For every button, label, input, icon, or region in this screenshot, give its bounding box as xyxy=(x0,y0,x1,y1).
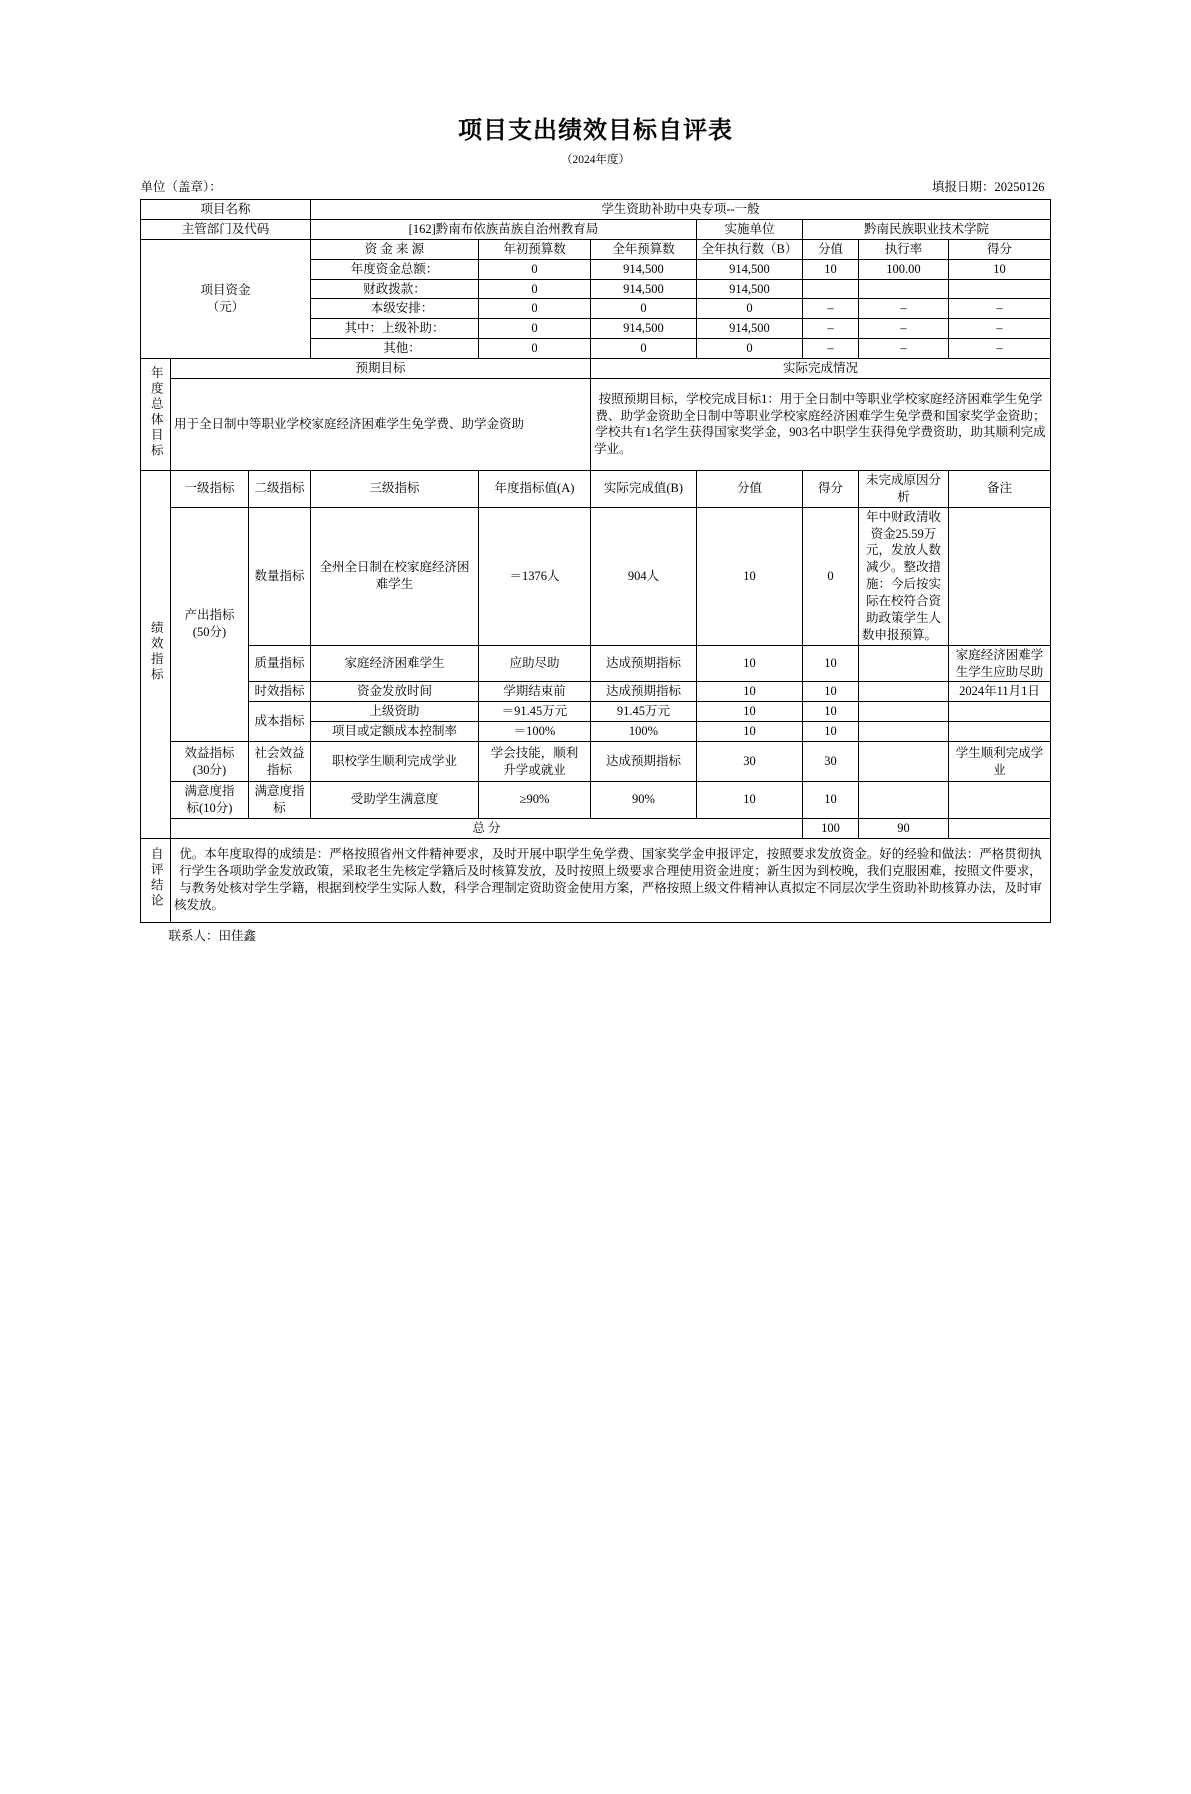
perf-score-val: 10 xyxy=(696,682,802,702)
perf-actual: 达成预期指标 xyxy=(590,645,696,682)
project-name-label: 项目名称 xyxy=(140,200,310,220)
perf-level1-output-line1: 产出指标 xyxy=(184,608,235,623)
perf-level1-output xyxy=(170,507,248,741)
perf-score: 10 xyxy=(802,782,858,819)
perf-target-benefit-line1: 学会技能，顺利 xyxy=(490,745,579,760)
perf-level2: 数量指标 xyxy=(248,507,310,645)
fill-date-label: 填报日期：20250126 xyxy=(931,180,1045,194)
perf-score-val: 10 xyxy=(696,702,802,722)
dept-code-label: 主管部门及代码 xyxy=(140,219,310,239)
funds-begin: 0 xyxy=(478,319,590,339)
perf-reason xyxy=(858,645,948,682)
project-name-value: 学生资助补助中央专项--一般 xyxy=(310,200,1050,220)
conclusion-row-label xyxy=(140,838,170,922)
funds-begin: 0 xyxy=(478,279,590,299)
document-page xyxy=(0,110,1191,1794)
conclusion-text: 优。本年度取得的成绩是：严格按照省州文件精神要求，及时开展中职学生免学费、国家奖学金申报评定，按照要求发放资金。好的经验和做法：严格贯彻执行学生各项助学金发放政策，采取老生先核定学籍后及时核算发放，及时按照上级要求合理使用资金进度；新生因为到校晚，我们克服困难，按照文件要求，与教务处核对学生学籍，根据到校学生实际人数，科学合理制定资助资金使用方案，严格按照上级文件精神认真拟定不同层次学生资助补助核算办法，及时审核发放。 xyxy=(170,838,1050,922)
perf-level1-benefit-line1: 效益指标 xyxy=(184,745,235,760)
perf-level3: 家庭经济困难学生 xyxy=(310,645,478,682)
funds-col-year-budget: 全年预算数 xyxy=(590,239,696,259)
total-score: 90 xyxy=(858,818,948,838)
perf-level1-benefit-line2: (30分) xyxy=(192,762,227,777)
funds-score-val: – xyxy=(802,299,858,319)
perf-level2-satisfaction-line1: 满意度指 xyxy=(254,784,305,798)
table-row-annual-goal-header xyxy=(140,359,1050,379)
perf-reason xyxy=(858,722,948,742)
funds-score-val: – xyxy=(802,319,858,339)
perf-target: ＝1376人 xyxy=(478,507,590,645)
perf-target: ＝91.45万元 xyxy=(478,702,590,722)
page-subtitle: （2024年度） xyxy=(561,154,630,166)
funds-year-budget: 0 xyxy=(590,339,696,359)
table-row-output-4 xyxy=(140,702,1050,722)
perf-level3: 上级资助 xyxy=(310,702,478,722)
perf-level3: 受助学生满意度 xyxy=(310,782,478,819)
funds-exec: 914,500 xyxy=(696,279,802,299)
funds-score: – xyxy=(948,339,1050,359)
unit-seal-label: 单位（盖章）： xyxy=(140,180,222,194)
perf-remark: 学生顺利完成学业 xyxy=(948,742,1050,782)
perf-col-score-val: 分值 xyxy=(696,470,802,507)
perf-level3: 职校学生顺利完成学业 xyxy=(310,742,478,782)
perf-col-level3: 三级指标 xyxy=(310,470,478,507)
document-meta xyxy=(141,177,1051,195)
total-reason-empty xyxy=(948,818,1050,838)
performance-row-label xyxy=(140,470,170,838)
table-row-output-1 xyxy=(140,507,1050,645)
funds-year-budget: 914,500 xyxy=(590,259,696,279)
perf-level1-benefit xyxy=(170,742,248,782)
perf-reason xyxy=(858,742,948,782)
perf-level1-satisfaction xyxy=(170,782,248,819)
perf-level1-output-line2: (50分) xyxy=(192,625,227,640)
funds-source: 其中：上级补助： xyxy=(310,319,478,339)
annual-goal-actual-header: 实际完成情况 xyxy=(590,359,1050,379)
perf-target-benefit-line2: 升学或就业 xyxy=(503,762,566,777)
table-row-conclusion xyxy=(140,838,1050,922)
perf-level3: 全州全日制在校家庭经济困难学生 xyxy=(310,507,478,645)
table-row-annual-goal-body xyxy=(140,378,1050,470)
perf-reason xyxy=(858,782,948,819)
annual-goal-expected-text: 用于全日制中等职业学校家庭经济困难学生免学费、助学金资助 xyxy=(170,378,590,470)
perf-actual: 91.45万元 xyxy=(590,702,696,722)
perf-level2-benefit-line1: 社会效益 xyxy=(254,745,305,760)
impl-unit-label: 实施单位 xyxy=(696,219,802,239)
funds-begin: 0 xyxy=(478,299,590,319)
impl-unit-value: 黔南民族职业技术学院 xyxy=(802,219,1050,239)
funds-exec: 0 xyxy=(696,339,802,359)
funds-rate: – xyxy=(858,299,948,319)
annual-goal-row-label-text: 年度总体目标 xyxy=(149,365,164,459)
funds-source: 本级安排： xyxy=(310,299,478,319)
funds-rate: 100.00 xyxy=(858,259,948,279)
funds-score-val: – xyxy=(802,339,858,359)
perf-level2: 时效指标 xyxy=(248,682,310,702)
page-title: 项目支出绩效目标自评表 xyxy=(458,118,733,144)
perf-remark: 家庭经济困难学生学生应助尽助 xyxy=(948,645,1050,682)
perf-score: 10 xyxy=(802,702,858,722)
perf-level2-satisfaction xyxy=(248,782,310,819)
funds-row-label-line1: 项目资金 xyxy=(200,283,251,297)
perf-col-actual: 实际完成值(B) xyxy=(590,470,696,507)
funds-exec: 0 xyxy=(696,299,802,319)
funds-rate: – xyxy=(858,339,948,359)
funds-score-val: 10 xyxy=(802,259,858,279)
perf-actual: 100% xyxy=(590,722,696,742)
funds-col-exec: 全年执行数（B） xyxy=(696,239,802,259)
perf-level3: 资金发放时间 xyxy=(310,682,478,702)
self-evaluation-table xyxy=(140,199,1051,923)
perf-score-val: 10 xyxy=(696,782,802,819)
perf-level2-satisfaction-line2: 标 xyxy=(273,800,286,815)
perf-reason: 年中财政清收资金25.59万元，发放人数减少。整改措施：今后按实际在校符合资助政策学生人数申报预算。 xyxy=(858,507,948,645)
perf-score: 10 xyxy=(802,645,858,682)
funds-col-score: 得分 xyxy=(948,239,1050,259)
perf-remark: 2024年11月1日 xyxy=(948,682,1050,702)
perf-score: 30 xyxy=(802,742,858,782)
perf-target: ≥90% xyxy=(478,782,590,819)
perf-actual: 达成预期指标 xyxy=(590,742,696,782)
funds-begin: 0 xyxy=(478,259,590,279)
conclusion-row-label-text: 自评结论 xyxy=(149,846,164,909)
perf-col-remark: 备注 xyxy=(948,470,1050,507)
perf-score: 10 xyxy=(802,682,858,702)
perf-remark xyxy=(948,722,1050,742)
perf-target: 学期结束前 xyxy=(478,682,590,702)
perf-level1-satisfaction-line2: 标(10分) xyxy=(186,800,233,815)
perf-reason xyxy=(858,702,948,722)
funds-exec: 914,500 xyxy=(696,319,802,339)
funds-row-label xyxy=(140,239,310,358)
perf-remark xyxy=(948,702,1050,722)
table-row-satisfaction xyxy=(140,782,1050,819)
funds-col-begin-budget: 年初预算数 xyxy=(478,239,590,259)
funds-year-budget: 914,500 xyxy=(590,279,696,299)
contact-person: 联系人：田佳鑫 xyxy=(168,928,257,943)
perf-target: ＝100% xyxy=(478,722,590,742)
table-row-total xyxy=(140,818,1050,838)
funds-source: 年度资金总额： xyxy=(310,259,478,279)
funds-source: 财政拨款： xyxy=(310,279,478,299)
funds-year-budget: 0 xyxy=(590,299,696,319)
table-row-benefit xyxy=(140,742,1050,782)
perf-remark xyxy=(948,782,1050,819)
perf-target-benefit xyxy=(478,742,590,782)
perf-level2-benefit-line2: 指标 xyxy=(266,762,292,777)
perf-level1-satisfaction-line1: 满意度指 xyxy=(184,784,235,798)
perf-score-val: 10 xyxy=(696,722,802,742)
perf-score-val: 10 xyxy=(696,645,802,682)
funds-score: – xyxy=(948,299,1050,319)
annual-goal-actual-text: 按照预期目标，学校完成目标1：用于全日制中等职业学校家庭经济困难学生免学费、助学金资助全日制中等职业学校家庭经济困难学生免学费和国家奖学金资助；学校共有1名学生获得国家奖学金，903名中职学生获得免学费资助，助其顺利完成学业。 xyxy=(590,378,1050,470)
perf-actual: 达成预期指标 xyxy=(590,682,696,702)
perf-score: 0 xyxy=(802,507,858,645)
funds-begin: 0 xyxy=(478,339,590,359)
dept-code-value: [162]黔南布依族苗族自治州教育局 xyxy=(310,219,696,239)
funds-rate: – xyxy=(858,319,948,339)
annual-goal-expected-header: 预期目标 xyxy=(170,359,590,379)
funds-col-rate: 执行率 xyxy=(858,239,948,259)
table-row-project-name xyxy=(140,200,1050,220)
perf-col-level1: 一级指标 xyxy=(170,470,248,507)
perf-target: 应助尽助 xyxy=(478,645,590,682)
total-label: 总 分 xyxy=(170,818,802,838)
funds-row-label-line2: （元） xyxy=(206,299,245,314)
perf-col-reason: 未完成原因分析 xyxy=(858,470,948,507)
perf-actual: 904人 xyxy=(590,507,696,645)
perf-col-score: 得分 xyxy=(802,470,858,507)
table-row-funds-header xyxy=(140,239,1050,259)
perf-score-val: 10 xyxy=(696,507,802,645)
perf-score-val: 30 xyxy=(696,742,802,782)
perf-reason xyxy=(858,682,948,702)
performance-row-label-text: 绩效指标 xyxy=(149,620,164,683)
funds-exec: 914,500 xyxy=(696,259,802,279)
perf-col-level2: 二级指标 xyxy=(248,470,310,507)
funds-score-val xyxy=(802,279,858,299)
perf-remark xyxy=(948,507,1050,645)
table-row-dept xyxy=(140,219,1050,239)
perf-actual: 90% xyxy=(590,782,696,819)
funds-rate xyxy=(858,279,948,299)
perf-level2: 质量指标 xyxy=(248,645,310,682)
funds-year-budget: 914,500 xyxy=(590,319,696,339)
total-score-val: 100 xyxy=(802,818,858,838)
funds-col-source: 资 金 来 源 xyxy=(310,239,478,259)
perf-score: 10 xyxy=(802,722,858,742)
annual-goal-row-label xyxy=(140,359,170,471)
funds-source: 其他： xyxy=(310,339,478,359)
perf-level3: 项目或定额成本控制率 xyxy=(310,722,478,742)
perf-col-target: 年度指标值(A) xyxy=(478,470,590,507)
table-row-output-2 xyxy=(140,645,1050,682)
perf-level2: 成本指标 xyxy=(248,702,310,742)
funds-score: – xyxy=(948,319,1050,339)
funds-score xyxy=(948,279,1050,299)
table-row-output-3 xyxy=(140,682,1050,702)
table-row-performance-header xyxy=(140,470,1050,507)
perf-level2-benefit xyxy=(248,742,310,782)
funds-col-score-val: 分值 xyxy=(802,239,858,259)
funds-score: 10 xyxy=(948,259,1050,279)
